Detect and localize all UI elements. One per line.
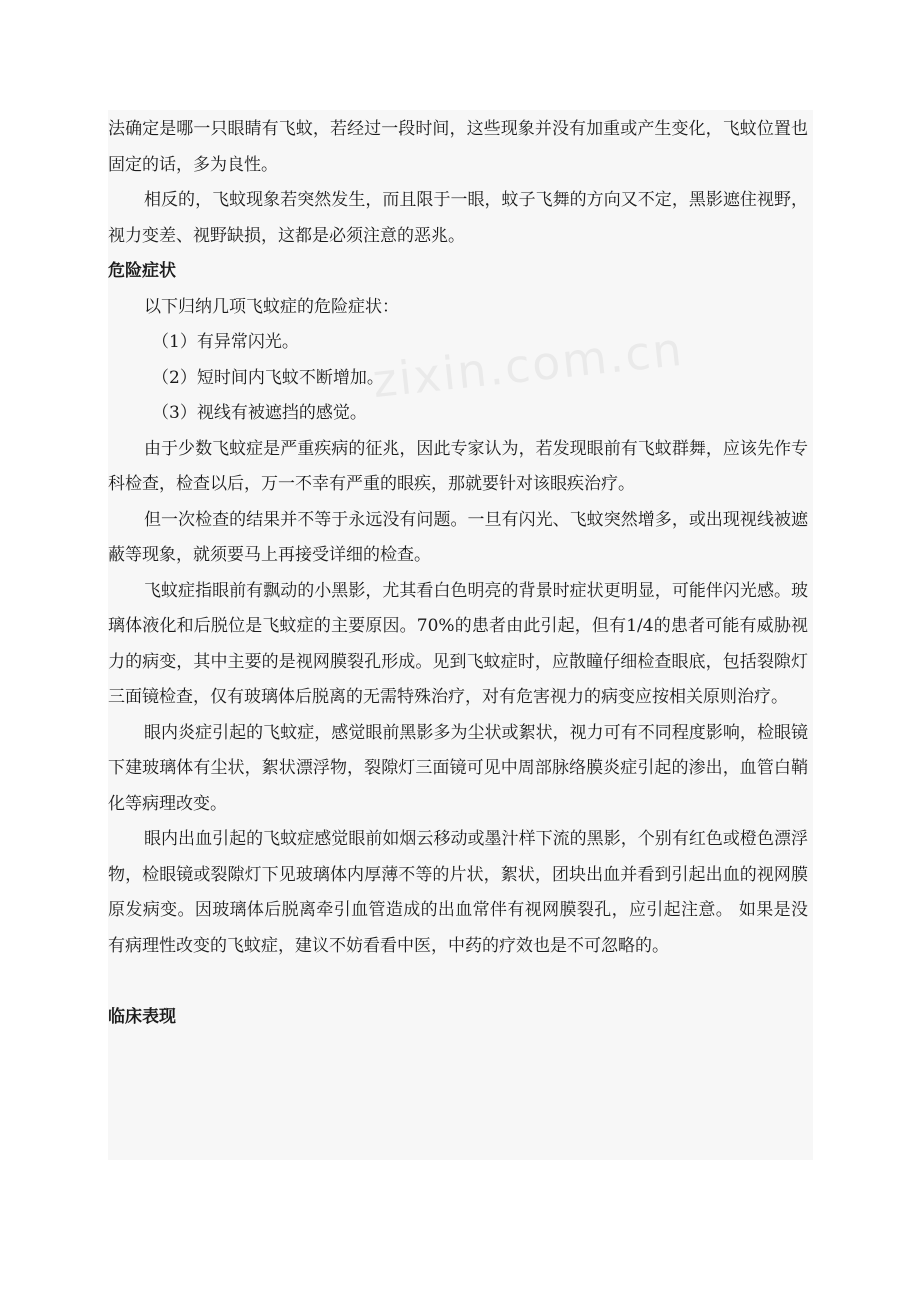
heading-danger-symptoms: 危险症状 — [108, 261, 176, 281]
list-item-2: （2）短时间内飞蚊不断增加。 — [152, 367, 384, 388]
paragraph-bleeding: 眼内出血引起的飞蚊症感觉眼前如烟云移动或墨汁样下流的黑影，个别有红色或橙色漂浮物，检眼镜或裂隙灯下见玻璃体内厚薄不等的片状，絮状，团块出血并看到引起出血的视网膜原发病变。因玻璃体后脱离牵引血管造成的出血常伴有视网膜裂孔，应引起注意。 如果是没有病理性改变的飞蚊症，建议不妨看看中医，中药的疗效也是不可忽略的。 — [108, 829, 808, 956]
paragraph-definition: 飞蚊症指眼前有飘动的小黑影，尤其看白色明亮的背景时症状更明显，可能伴闪光感。玻璃体液化和后脱位是飞蚊症的主要原因。70%的患者由此引起，但有1/4的患者可能有威胁视力的病变，其中主要的是视网膜裂孔形成。见到飞蚊症时，应散瞳仔细检查眼底，包括裂隙灯三面镜检查，仅有玻璃体后脱离的无需特殊治疗，对有危害视力的病变应按相关原则治疗。 — [108, 580, 808, 707]
paragraph-intro: 法确定是哪一只眼睛有飞蚊，若经过一段时间，这些现象并没有加重或产生变化，飞蚊位置也固定的话，多为良性。 — [108, 119, 808, 175]
paragraph-inflammation: 眼内炎症引起的飞蚊症，感觉眼前黑影多为尘状或絮状，视力可有不同程度影响，检眼镜下建玻璃体有尘状，絮状漂浮物，裂隙灯三面镜可见中周部脉络膜炎症引起的渗出，血管白鞘化等病理改变。 — [108, 722, 808, 814]
list-item-3: （3）视线有被遮挡的感觉。 — [152, 403, 367, 423]
paragraph-contrast: 相反的，飞蚊现象若突然发生，而且限于一眼，蚊子飞舞的方向又不定，黑影遮住视野，视力变差、视野缺损，这都是必须注意的恶兆。 — [108, 190, 808, 246]
paragraph-summary: 以下归纳几项飞蚊症的危险症状： — [144, 296, 399, 317]
heading-clinical: 临床表现 — [108, 1007, 176, 1027]
paragraph-expert: 由于少数飞蚊症是严重疾病的征兆，因此专家认为，若发现眼前有飞蚊群舞，应该先作专科检查，检查以后，万一不幸有严重的眼疾，那就要针对该眼疾治疗。 — [108, 438, 808, 494]
list-item-1: （1）有异常闪光。 — [152, 332, 299, 352]
document-body — [108, 112, 808, 1036]
paragraph-recheck: 但一次检查的结果并不等于永远没有问题。一旦有闪光、飞蚊突然增多，或出现视线被遮蔽等现象，就须要马上再接受详细的检查。 — [108, 509, 808, 565]
section-gap — [108, 964, 808, 1000]
